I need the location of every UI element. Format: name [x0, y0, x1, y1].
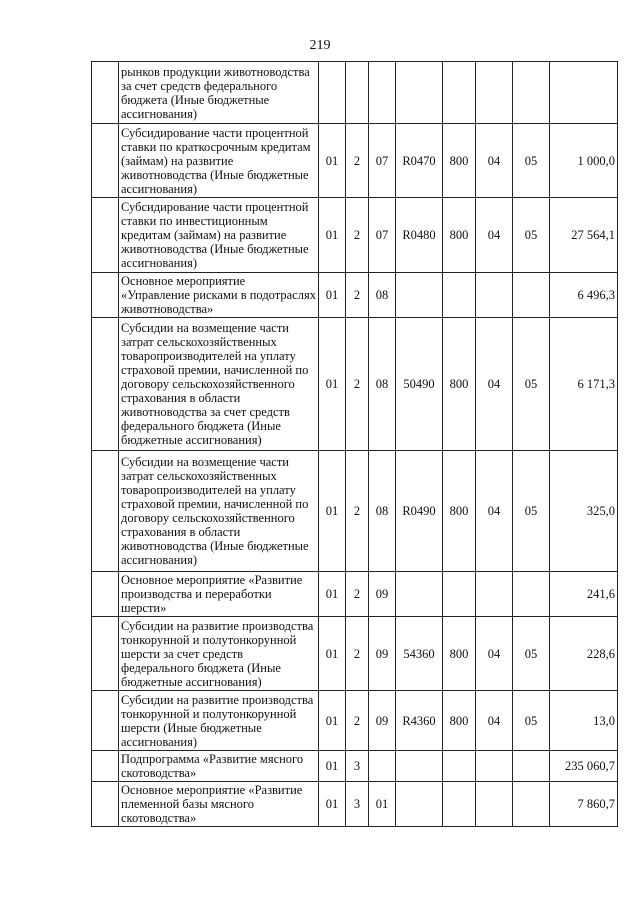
expense-type-code: 800 — [443, 198, 476, 273]
section-code: 04 — [476, 198, 513, 273]
subprogram-code: 2 — [346, 691, 369, 751]
section-code: 04 — [476, 451, 513, 572]
subprogram-code: 2 — [346, 273, 369, 318]
budget-table — [91, 61, 618, 827]
subsection-code: 05 — [513, 124, 550, 198]
table-row — [92, 198, 618, 273]
item-name: Субсидии на развитие производства тонкорунной и полутонкорунной шерсти (Иные бюджетные ассигнования) — [119, 691, 319, 751]
section-code: 04 — [476, 318, 513, 451]
expense-type-code — [443, 572, 476, 617]
main-activity-code: 08 — [369, 318, 396, 451]
direction-code: R0470 — [396, 124, 443, 198]
section-code — [476, 273, 513, 318]
subprogram-code: 2 — [346, 617, 369, 691]
blank-cell — [92, 751, 119, 782]
program-code: 01 — [319, 751, 346, 782]
section-code — [476, 751, 513, 782]
section-code: 04 — [476, 617, 513, 691]
amount: 6 171,3 — [550, 318, 618, 451]
subprogram-code: 2 — [346, 198, 369, 273]
expense-type-code — [443, 751, 476, 782]
subsection-code: 05 — [513, 451, 550, 572]
subsection-code: 05 — [513, 617, 550, 691]
amount: 1 000,0 — [550, 124, 618, 198]
subsection-code — [513, 273, 550, 318]
blank-cell — [92, 617, 119, 691]
program-code: 01 — [319, 451, 346, 572]
subsection-code — [513, 782, 550, 827]
table-row — [92, 62, 618, 124]
page-number: 219 — [309, 38, 331, 53]
direction-code — [396, 782, 443, 827]
item-name: Основное мероприятие «Управление рисками в подотраслях животноводства» — [119, 273, 319, 318]
amount: 235 060,7 — [550, 751, 618, 782]
subprogram-code: 2 — [346, 572, 369, 617]
subprogram-code — [346, 62, 369, 124]
direction-code: R0490 — [396, 451, 443, 572]
section-code — [476, 782, 513, 827]
program-code: 01 — [319, 198, 346, 273]
program-code: 01 — [319, 124, 346, 198]
section-code: 04 — [476, 124, 513, 198]
direction-code: R4360 — [396, 691, 443, 751]
subprogram-code: 2 — [346, 318, 369, 451]
subprogram-code: 3 — [346, 782, 369, 827]
amount: 228,6 — [550, 617, 618, 691]
subsection-code: 05 — [513, 318, 550, 451]
table-row — [92, 751, 618, 782]
blank-cell — [92, 198, 119, 273]
table-row — [92, 782, 618, 827]
amount: 6 496,3 — [550, 273, 618, 318]
main-activity-code: 08 — [369, 273, 396, 318]
amount: 241,6 — [550, 572, 618, 617]
main-activity-code: 08 — [369, 451, 396, 572]
main-activity-code: 09 — [369, 617, 396, 691]
blank-cell — [92, 62, 119, 124]
blank-cell — [92, 273, 119, 318]
blank-cell — [92, 782, 119, 827]
subsection-code — [513, 62, 550, 124]
program-code: 01 — [319, 617, 346, 691]
subsection-code: 05 — [513, 691, 550, 751]
subprogram-code: 2 — [346, 451, 369, 572]
section-code — [476, 62, 513, 124]
table-row — [92, 318, 618, 451]
direction-code — [396, 751, 443, 782]
program-code — [319, 62, 346, 124]
table-row — [92, 273, 618, 318]
expense-type-code — [443, 273, 476, 318]
blank-cell — [92, 451, 119, 572]
amount — [550, 62, 618, 124]
blank-cell — [92, 572, 119, 617]
expense-type-code: 800 — [443, 691, 476, 751]
expense-type-code: 800 — [443, 617, 476, 691]
direction-code — [396, 62, 443, 124]
table-row — [92, 572, 618, 617]
amount: 7 860,7 — [550, 782, 618, 827]
direction-code: 54360 — [396, 617, 443, 691]
table-row — [92, 451, 618, 572]
item-name: рынков продукции животноводства за счет средств федерального бюджета (Иные бюджетные ассигнования) — [119, 62, 319, 124]
section-code: 04 — [476, 691, 513, 751]
section-code — [476, 572, 513, 617]
main-activity-code: 09 — [369, 691, 396, 751]
program-code: 01 — [319, 691, 346, 751]
expense-type-code: 800 — [443, 451, 476, 572]
program-code: 01 — [319, 273, 346, 318]
table-row — [92, 691, 618, 751]
main-activity-code — [369, 62, 396, 124]
direction-code — [396, 273, 443, 318]
main-activity-code: 07 — [369, 198, 396, 273]
amount: 325,0 — [550, 451, 618, 572]
item-name: Основное мероприятие «Развитие производства и переработки шерсти» — [119, 572, 319, 617]
item-name: Субсидии на возмещение части затрат сельскохозяйственных товаропроизводителей на уплату страховой премии, начисленной по договору сельскохозяйственного страхования в области животноводства (Иные бюджетные ассигнования) — [119, 451, 319, 572]
blank-cell — [92, 691, 119, 751]
item-name: Субсидирование части процентной ставки по инвестиционным кредитам (займам) на развитие животноводства (Иные бюджетные ассигнования) — [119, 198, 319, 273]
expense-type-code: 800 — [443, 124, 476, 198]
blank-cell — [92, 318, 119, 451]
direction-code: 50490 — [396, 318, 443, 451]
main-activity-code: 09 — [369, 572, 396, 617]
item-name: Субсидии на возмещение части затрат сельскохозяйственных товаропроизводителей на уплату страховой премии, начисленной по договору сельскохозяйственного страхования в области животноводства за счет средств федерального бюджета (Иные бюджетные ассигнования) — [119, 318, 319, 451]
item-name: Субсидии на развитие производства тонкорунной и полутонкорунной шерсти за счет средств федерального бюджета (Иные бюджетные ассигнования) — [119, 617, 319, 691]
amount: 13,0 — [550, 691, 618, 751]
table-row — [92, 124, 618, 198]
expense-type-code: 800 — [443, 318, 476, 451]
program-code: 01 — [319, 572, 346, 617]
subprogram-code: 2 — [346, 124, 369, 198]
direction-code: R0480 — [396, 198, 443, 273]
subsection-code: 05 — [513, 198, 550, 273]
subsection-code — [513, 572, 550, 617]
main-activity-code: 07 — [369, 124, 396, 198]
blank-cell — [92, 124, 119, 198]
subsection-code — [513, 751, 550, 782]
item-name: Субсидирование части процентной ставки по краткосрочным кредитам (займам) на развитие животноводства (Иные бюджетные ассигнования) — [119, 124, 319, 198]
expense-type-code — [443, 782, 476, 827]
subprogram-code: 3 — [346, 751, 369, 782]
program-code: 01 — [319, 318, 346, 451]
main-activity-code: 01 — [369, 782, 396, 827]
amount: 27 564,1 — [550, 198, 618, 273]
main-activity-code — [369, 751, 396, 782]
expense-type-code — [443, 62, 476, 124]
item-name: Подпрограмма «Развитие мясного скотоводства» — [119, 751, 319, 782]
item-name: Основное мероприятие «Развитие племенной базы мясного скотоводства» — [119, 782, 319, 827]
table-row — [92, 617, 618, 691]
direction-code — [396, 572, 443, 617]
program-code: 01 — [319, 782, 346, 827]
